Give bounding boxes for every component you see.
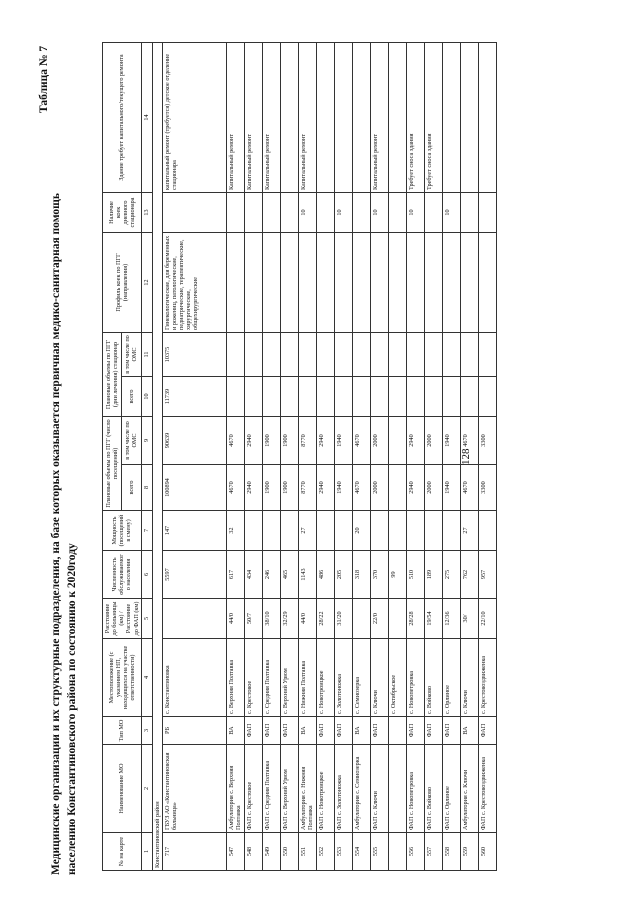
facility-name-cell: ФАП с. Новопетровка [406, 745, 424, 833]
outpatient-total-cell: 4670 [226, 465, 244, 511]
facilities-table [102, 42, 497, 871]
col-type: Тип МО [103, 717, 142, 745]
dayhosp-total-cell [298, 376, 316, 416]
dayhosp-total-cell [460, 376, 478, 416]
outpatient-total-cell: 100894 [162, 465, 226, 511]
bed-count-cell [244, 192, 262, 232]
table-row [244, 42, 262, 870]
table-body [152, 42, 496, 870]
facility-type-cell: ВА [352, 717, 370, 745]
row-number-cell: 551 [298, 833, 316, 871]
col-index: 6 [141, 551, 152, 599]
facility-name-cell: ФАП с. Средняя Полтавка [262, 745, 280, 833]
bed-count-cell [280, 192, 298, 232]
table-row [334, 42, 352, 870]
bed-count-cell: 10 [370, 192, 388, 232]
bed-profile-cell [478, 232, 496, 332]
facility-name-cell [388, 745, 406, 833]
facility-type-cell: ВА [298, 717, 316, 745]
capacity-cell [424, 511, 442, 551]
capacity-cell [316, 511, 334, 551]
distance-cell [388, 599, 406, 639]
row-number-cell: 552 [316, 833, 334, 871]
location-cell: с. Нижняя Полтавка [298, 639, 316, 717]
outpatient-total-cell: 1940 [442, 465, 460, 511]
dayhosp-oms-cell [316, 332, 334, 376]
outpatient-total-cell: 2940 [406, 465, 424, 511]
row-number-cell: 557 [424, 833, 442, 871]
table-row [226, 42, 244, 870]
col-index: 5 [141, 599, 152, 639]
row-number-cell: 555 [370, 833, 388, 871]
col-profiles: Профиль коек по ПГГ (направления) [103, 232, 142, 332]
col-name: Наименование МО [103, 745, 142, 833]
population-cell: 486 [316, 551, 334, 599]
dayhosp-oms-cell: 10375 [162, 332, 226, 376]
outpatient-total-cell: 4670 [460, 465, 478, 511]
distance-cell [352, 599, 370, 639]
facility-type-cell: ФАП [478, 717, 496, 745]
bed-count-cell [388, 192, 406, 232]
outpatient-oms-cell: 1940 [442, 416, 460, 464]
bed-count-cell [162, 192, 226, 232]
col-plan-dayhosp: Плановые объемы по ПГГ (дни лечения) стационар [103, 332, 122, 416]
population-cell: 434 [244, 551, 262, 599]
distance-cell: 50/7 [244, 599, 262, 639]
dayhosp-oms-cell [424, 332, 442, 376]
location-cell: с. Ключи [460, 639, 478, 717]
table-row [262, 42, 280, 870]
location-cell: с. Константиновка [162, 639, 226, 717]
col-index: 10 [141, 376, 152, 416]
dayhosp-total-cell [280, 376, 298, 416]
population-cell: 510 [406, 551, 424, 599]
bed-count-cell [352, 192, 370, 232]
distance-cell: 30/ [460, 599, 478, 639]
outpatient-total-cell [388, 465, 406, 511]
bed-profile-cell [406, 232, 424, 332]
outpatient-oms-cell: 4670 [352, 416, 370, 464]
table-label: Таблица № 7 [38, 45, 50, 113]
col-location: Местоположение (с указанием НП, находящихся на участке ответственности) [103, 639, 142, 717]
capacity-cell: 27 [298, 511, 316, 551]
col-num: № на карте [103, 833, 142, 871]
location-cell: с. Орлиное [442, 639, 460, 717]
bed-profile-cell [280, 232, 298, 332]
outpatient-oms-cell: 8770 [298, 416, 316, 464]
document-title: Медицинские организации и их структурные подразделения, на базе которых оказывается первичная медико-санитарная помощь населению Константиновского района по состоянию к 2020году [50, 193, 78, 875]
col-repair: Здание требует капитального/текущего ремонта [103, 42, 142, 192]
bed-profile-cell [334, 232, 352, 332]
section-heading: Константиновский район [152, 42, 162, 870]
bed-profile-cell [460, 232, 478, 332]
repair-status-cell: Капитальный ремонт [226, 42, 244, 192]
dayhosp-oms-cell [352, 332, 370, 376]
distance-cell: 32/29 [280, 599, 298, 639]
bed-count-cell: 10 [442, 192, 460, 232]
facility-name-cell: ФАП с. Орлиное [442, 745, 460, 833]
outpatient-total-cell: 1900 [262, 465, 280, 511]
capacity-cell: 20 [352, 511, 370, 551]
bed-count-cell [478, 192, 496, 232]
facility-type-cell: ФАП [316, 717, 334, 745]
facility-type-cell: РБ [162, 717, 226, 745]
col-index: 13 [141, 192, 152, 232]
dayhosp-oms-cell [280, 332, 298, 376]
facility-type-cell: ФАП [406, 717, 424, 745]
outpatient-oms-cell: 4670 [226, 416, 244, 464]
facility-name-cell: ФАП с. Крестовое [244, 745, 262, 833]
col-index: 11 [141, 332, 152, 376]
repair-status-cell [352, 42, 370, 192]
dayhosp-total-cell [226, 376, 244, 416]
facility-name-cell: ГБУЗ АО «Константиновская больница» [162, 745, 226, 833]
capacity-cell: 32 [226, 511, 244, 551]
outpatient-total-cell: 2940 [316, 465, 334, 511]
location-cell: с. Ключи [370, 639, 388, 717]
outpatient-oms-cell: 2940 [244, 416, 262, 464]
row-number-cell: 559 [460, 833, 478, 871]
distance-cell: 38/10 [262, 599, 280, 639]
col-index: 12 [141, 232, 152, 332]
col-index: 8 [141, 465, 152, 511]
table-row [352, 42, 370, 870]
dayhosp-oms-cell [370, 332, 388, 376]
bed-profile-cell [442, 232, 460, 332]
repair-status-cell [460, 42, 478, 192]
population-cell: 99 [388, 551, 406, 599]
outpatient-oms-cell: 90639 [162, 416, 226, 464]
facility-type-cell [388, 717, 406, 745]
dayhosp-total-cell [424, 376, 442, 416]
bed-count-cell [460, 192, 478, 232]
population-cell: 189 [424, 551, 442, 599]
col-beds: Наличие коек дневного стационара [103, 192, 142, 232]
bed-profile-cell [316, 232, 334, 332]
bed-count-cell [262, 192, 280, 232]
distance-cell: 22/0 [370, 599, 388, 639]
dayhosp-oms-cell [244, 332, 262, 376]
location-cell: с. Семиозерка [352, 639, 370, 717]
location-cell: с. Октябрьское [388, 639, 406, 717]
row-number-cell: 553 [334, 833, 352, 871]
row-number-cell: 556 [406, 833, 424, 871]
distance-cell [162, 599, 226, 639]
repair-status-cell: Капитальный ремонт [298, 42, 316, 192]
row-number-cell: 548 [244, 833, 262, 871]
outpatient-oms-cell: 1940 [334, 416, 352, 464]
outpatient-total-cell: 2000 [370, 465, 388, 511]
capacity-cell [334, 511, 352, 551]
capacity-cell [442, 511, 460, 551]
population-cell: 1143 [298, 551, 316, 599]
location-cell: с. Новопетровка [406, 639, 424, 717]
repair-status-cell: Капитальный ремонт [370, 42, 388, 192]
facility-name-cell: ФАП с. Верхний Урюм [280, 745, 298, 833]
col-index: 7 [141, 511, 152, 551]
distance-cell: 44/0 [226, 599, 244, 639]
outpatient-total-cell: 1900 [280, 465, 298, 511]
repair-status-cell [280, 42, 298, 192]
population-cell: 275 [442, 551, 460, 599]
outpatient-oms-cell: 2940 [406, 416, 424, 464]
facility-name-cell: ФАП с. Новотроицкое [316, 745, 334, 833]
facility-type-cell: ФАП [262, 717, 280, 745]
repair-status-cell [388, 42, 406, 192]
distance-cell: 44/0 [298, 599, 316, 639]
repair-status-cell: Капитальный ремонт [262, 42, 280, 192]
repair-status-cell: Требует сноса здания [406, 42, 424, 192]
capacity-cell [262, 511, 280, 551]
dayhosp-oms-cell [298, 332, 316, 376]
col-index: 14 [141, 42, 152, 192]
outpatient-total-cell: 2000 [424, 465, 442, 511]
col-capacity: Мощность (посещений в смену) [103, 511, 142, 551]
outpatient-oms-cell: 2000 [370, 416, 388, 464]
location-cell: с. Средняя Полтавка [262, 639, 280, 717]
col-distance: Расстояние до больницы (км) / Расстояние до ФАП (км) [103, 599, 142, 639]
location-cell: с. Крестовое [244, 639, 262, 717]
repair-status-cell: Требует сноса здания [424, 42, 442, 192]
row-number-cell: 547 [226, 833, 244, 871]
outpatient-oms-cell: 4670 [460, 416, 478, 464]
bed-count-cell [226, 192, 244, 232]
col-day-total: всего [122, 376, 141, 416]
repair-status-cell [316, 42, 334, 192]
outpatient-oms-cell: 3300 [478, 416, 496, 464]
dayhosp-oms-cell [262, 332, 280, 376]
bed-profile-cell [352, 232, 370, 332]
dayhosp-total-cell [478, 376, 496, 416]
col-out-total: всего [122, 465, 141, 511]
bed-profile-cell [298, 232, 316, 332]
col-index: 3 [141, 717, 152, 745]
row-number-cell: 560 [478, 833, 496, 871]
distance-cell: 31/20 [334, 599, 352, 639]
facility-type-cell: ФАП [334, 717, 352, 745]
facility-name-cell: Амбулатория с. Нижняя Полтавка [298, 745, 316, 833]
dayhosp-total-cell [388, 376, 406, 416]
table-row [460, 42, 478, 870]
facility-name-cell: Амбулатория с. Семиозерка [352, 745, 370, 833]
distance-cell: 12/36 [442, 599, 460, 639]
population-cell: 5597 [162, 551, 226, 599]
population-cell: 318 [352, 551, 370, 599]
facility-type-cell: ФАП [280, 717, 298, 745]
table-row [370, 42, 388, 870]
distance-cell: 19/54 [424, 599, 442, 639]
table-row [442, 42, 460, 870]
distance-cell: 28/28 [406, 599, 424, 639]
table-row [406, 42, 424, 870]
col-index: 4 [141, 639, 152, 717]
location-cell: с. Крестовоздвиженка [478, 639, 496, 717]
dayhosp-total-cell [406, 376, 424, 416]
row-number-cell: 717 [162, 833, 226, 871]
col-day-oms: в том числе по ОМС [122, 332, 141, 376]
outpatient-oms-cell: 1900 [262, 416, 280, 464]
facility-name-cell: ФАП с. Войково [424, 745, 442, 833]
location-cell: с. Верхняя Полтавка [226, 639, 244, 717]
dayhosp-total-cell [244, 376, 262, 416]
page-number: 128 [460, 448, 472, 465]
dayhosp-total-cell [352, 376, 370, 416]
bed-count-cell [424, 192, 442, 232]
facility-type-cell: ФАП [424, 717, 442, 745]
table-row [478, 42, 496, 870]
dayhosp-oms-cell [388, 332, 406, 376]
population-cell: 617 [226, 551, 244, 599]
dayhosp-oms-cell [478, 332, 496, 376]
distance-cell: 28/22 [316, 599, 334, 639]
outpatient-oms-cell: 2000 [424, 416, 442, 464]
facility-name-cell: ФАП с. Крестовоздвиженка [478, 745, 496, 833]
row-number-cell: 550 [280, 833, 298, 871]
col-out-oms: в том числе по ОМС [122, 416, 141, 464]
dayhosp-total-cell [334, 376, 352, 416]
facility-type-cell: ФАП [370, 717, 388, 745]
capacity-cell [280, 511, 298, 551]
dayhosp-total-cell: 11739 [162, 376, 226, 416]
population-cell: 957 [478, 551, 496, 599]
col-plan-outpatient: Плановые объемы по ПГГ (число посещений) [103, 416, 122, 510]
bed-profile-cell [388, 232, 406, 332]
col-index: 9 [141, 416, 152, 464]
capacity-cell [388, 511, 406, 551]
table-row [298, 42, 316, 870]
bed-count-cell: 10 [334, 192, 352, 232]
row-number-cell [388, 833, 406, 871]
capacity-cell: 147 [162, 511, 226, 551]
outpatient-oms-cell: 2940 [316, 416, 334, 464]
row-number-cell: 558 [442, 833, 460, 871]
bed-profile-cell [262, 232, 280, 332]
capacity-cell: 27 [460, 511, 478, 551]
dayhosp-oms-cell [406, 332, 424, 376]
dayhosp-total-cell [316, 376, 334, 416]
outpatient-total-cell: 2940 [244, 465, 262, 511]
outpatient-oms-cell [388, 416, 406, 464]
outpatient-total-cell: 1940 [334, 465, 352, 511]
location-cell: с. Золотоножка [334, 639, 352, 717]
repair-status-cell [478, 42, 496, 192]
population-cell: 205 [334, 551, 352, 599]
facility-name-cell: Амбулатория с. Верхняя Полтавка [226, 745, 244, 833]
dayhosp-oms-cell [442, 332, 460, 376]
row-number-cell: 549 [262, 833, 280, 871]
outpatient-total-cell: 4670 [352, 465, 370, 511]
capacity-cell [406, 511, 424, 551]
population-cell: 246 [262, 551, 280, 599]
population-cell: 762 [460, 551, 478, 599]
bed-count-cell: 10 [298, 192, 316, 232]
dayhosp-total-cell [442, 376, 460, 416]
table-row [162, 42, 226, 870]
col-index: 1 [141, 833, 152, 871]
capacity-cell [370, 511, 388, 551]
facility-type-cell: ФАП [442, 717, 460, 745]
bed-profile-cell: Гинекологические, для беременных и рожениц, патологические, педиатрические, терапевтические, хирургические, общехирургические [162, 232, 226, 332]
facility-type-cell: ВА [460, 717, 478, 745]
table-row [424, 42, 442, 870]
population-cell: 370 [370, 551, 388, 599]
outpatient-oms-cell: 1900 [280, 416, 298, 464]
bed-profile-cell [244, 232, 262, 332]
bed-count-cell: 10 [406, 192, 424, 232]
outpatient-total-cell: 3300 [478, 465, 496, 511]
bed-profile-cell [226, 232, 244, 332]
population-cell: 465 [280, 551, 298, 599]
facility-type-cell: ФАП [244, 717, 262, 745]
bed-count-cell [316, 192, 334, 232]
facility-type-cell: ВА [226, 717, 244, 745]
facility-name-cell: ФАП с. Золотоножка [334, 745, 352, 833]
dayhosp-total-cell [262, 376, 280, 416]
facility-name-cell: ФАП с. Ключи [370, 745, 388, 833]
repair-status-cell: капитальный ремонт (требуется) детское отделение стационара [162, 42, 226, 192]
col-index: 2 [141, 745, 152, 833]
bed-profile-cell [424, 232, 442, 332]
dayhosp-total-cell [370, 376, 388, 416]
outpatient-total-cell: 8770 [298, 465, 316, 511]
repair-status-cell: Капитальный ремонт [244, 42, 262, 192]
dayhosp-oms-cell [460, 332, 478, 376]
repair-status-cell [442, 42, 460, 192]
col-population: Численность обслуживаемого населения [103, 551, 142, 599]
capacity-cell [478, 511, 496, 551]
location-cell: с. Войково [424, 639, 442, 717]
capacity-cell [244, 511, 262, 551]
location-cell: с. Новотроицкое [316, 639, 334, 717]
repair-status-cell [334, 42, 352, 192]
location-cell: с. Верхний Урюм [280, 639, 298, 717]
bed-profile-cell [370, 232, 388, 332]
facility-name-cell: Амбулатория с. Ключи [460, 745, 478, 833]
row-number-cell: 554 [352, 833, 370, 871]
dayhosp-oms-cell [334, 332, 352, 376]
table-row [388, 42, 406, 870]
table-row [316, 42, 334, 870]
distance-cell: 22/10 [478, 599, 496, 639]
table-row [280, 42, 298, 870]
dayhosp-oms-cell [226, 332, 244, 376]
